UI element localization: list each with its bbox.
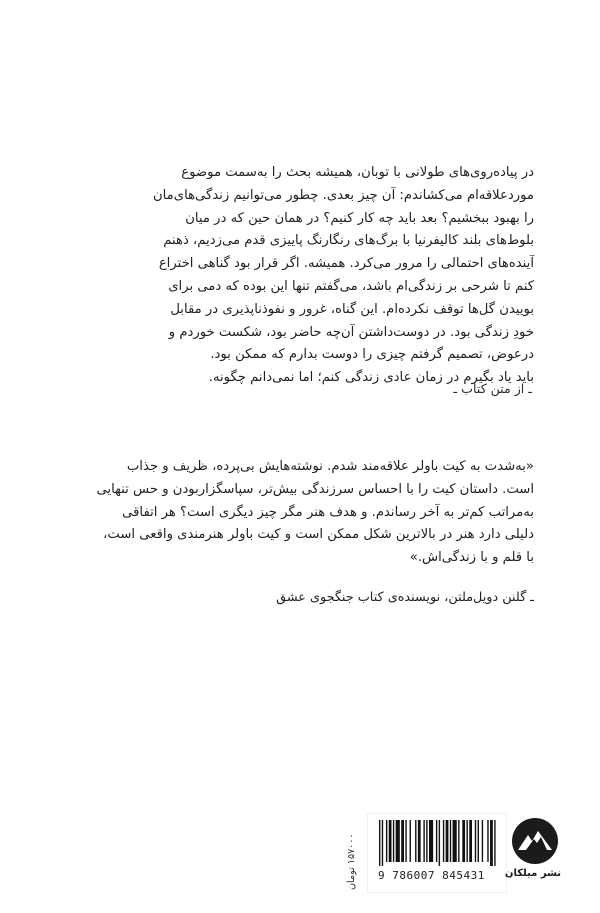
barcode-bar <box>482 820 483 862</box>
price-label: ۱۵۷۰۰۰ تومان <box>346 833 357 891</box>
barcode-bar <box>426 820 427 862</box>
excerpt-line: خودِ زندگی بود. در دوست‌داشتن آن‌چه حاضر بود، شکست خوردم و <box>168 324 534 340</box>
barcode-bar <box>478 820 479 862</box>
barcode-bar <box>423 820 424 862</box>
quote-line: با قلم و با زندگی‌اش.» <box>409 550 534 566</box>
review-quote-paragraph <box>96 456 534 570</box>
barcode-bar <box>396 820 400 862</box>
quote-line: است. داستان کیت را با احساس سرزندگی بیش‌تر، سپاسگزاربودن و حس تنهایی <box>96 481 534 497</box>
barcode-bar <box>389 820 392 862</box>
excerpt-line: کنم تا شرحی بر زندگی‌ام باشد، می‌گفتم تنها این بوده که دمی برای <box>168 278 534 294</box>
barcode-bar <box>439 820 440 866</box>
barcode-bar <box>462 820 465 862</box>
book-excerpt-paragraph <box>132 162 534 390</box>
barcode-bar <box>450 820 451 862</box>
excerpt-line: باید یاد بگیرم در زمان عادی زندگی کنم؛ اما نمی‌دانم چگونه. <box>208 370 534 386</box>
barcode-bar <box>466 820 467 862</box>
quote-line: دلیلی دارد هنر در بالاترین شکل ممکن است و کیت باولر هنرمندی واقعی است، <box>103 527 534 543</box>
barcode-digits: 9 786007 845431 <box>378 869 485 882</box>
quote-attribution: ـ گلنن دویل‌ملتن، نویسنده‌ی کتاب جنگجوی عشق <box>276 590 534 605</box>
excerpt-source-label: ـ از متن کتاب ـ <box>453 381 532 396</box>
barcode-bar <box>405 820 406 862</box>
barcode-bar <box>453 820 457 862</box>
publisher-name: نشر میلکان <box>504 868 561 879</box>
barcode-bar <box>382 820 383 866</box>
excerpt-line: را بهبود ببخشیم؟ بعد باید چه کار کنیم؟ در همان حین که در میان <box>185 210 534 226</box>
barcode-bar <box>446 820 449 862</box>
barcode-bar <box>418 820 421 862</box>
barcode-bar <box>487 820 488 862</box>
isbn-barcode <box>367 813 507 895</box>
barcode-bar <box>443 820 444 862</box>
quote-line: «به‌شدت به کیت باولر علاقه‌مند شدم. نوشته‌هایش بی‌پرده، ظریف و جذاب <box>126 459 534 474</box>
barcode-bar <box>490 820 493 866</box>
barcode-bar <box>386 820 387 862</box>
barcode-bar <box>410 820 411 862</box>
barcode-bar <box>436 820 437 862</box>
barcode-bar <box>475 820 476 862</box>
excerpt-line: درعوض، تصمیم گرفتم چیزی را دوست بدارم که ممکن بود. <box>210 347 534 363</box>
barcode-bar <box>393 820 394 862</box>
barcode-bar <box>415 820 416 862</box>
barcode-bar <box>379 820 380 866</box>
quote-line: به‌مراتب کم‌تر به آخر رساندم. و هدف هنر مگر چیز دیگری است؟ هر اتفاقی <box>122 504 534 520</box>
excerpt-line: موردعلاقه‌ام می‌کشاندم: آن چیز بعدی. چطور می‌توانیم زندگی‌های‌مان <box>152 187 534 203</box>
barcode-bar <box>494 820 495 866</box>
barcode-bar <box>429 820 433 862</box>
barcode-bar <box>469 820 472 862</box>
publisher-logo <box>504 817 561 891</box>
excerpt-line: در پیاده‌روی‌های طولانی با توبان، همیشه بحث را به‌سمت موضوع <box>181 165 534 180</box>
barcode-graphic <box>379 820 497 866</box>
barcode-bar <box>458 820 459 862</box>
barcode-panel <box>367 813 507 893</box>
excerpt-line: بوییدن گل‌ها توقف نکرده‌ام. این گناه، غرور و نفوذناپذیری در مقابل <box>170 301 534 317</box>
barcode-bar <box>401 820 404 862</box>
excerpt-line: آینده‌های احتمالی را مرور می‌کرد. همیشه. اگر قرار بود گناهی اختراع <box>158 256 534 272</box>
mountain-circle-icon <box>511 817 559 865</box>
excerpt-line: بلوط‌های بلند کالیفرنیا با برگ‌های رنگارنگ پاییزی قدم می‌زدیم، ذهنم <box>163 233 534 249</box>
